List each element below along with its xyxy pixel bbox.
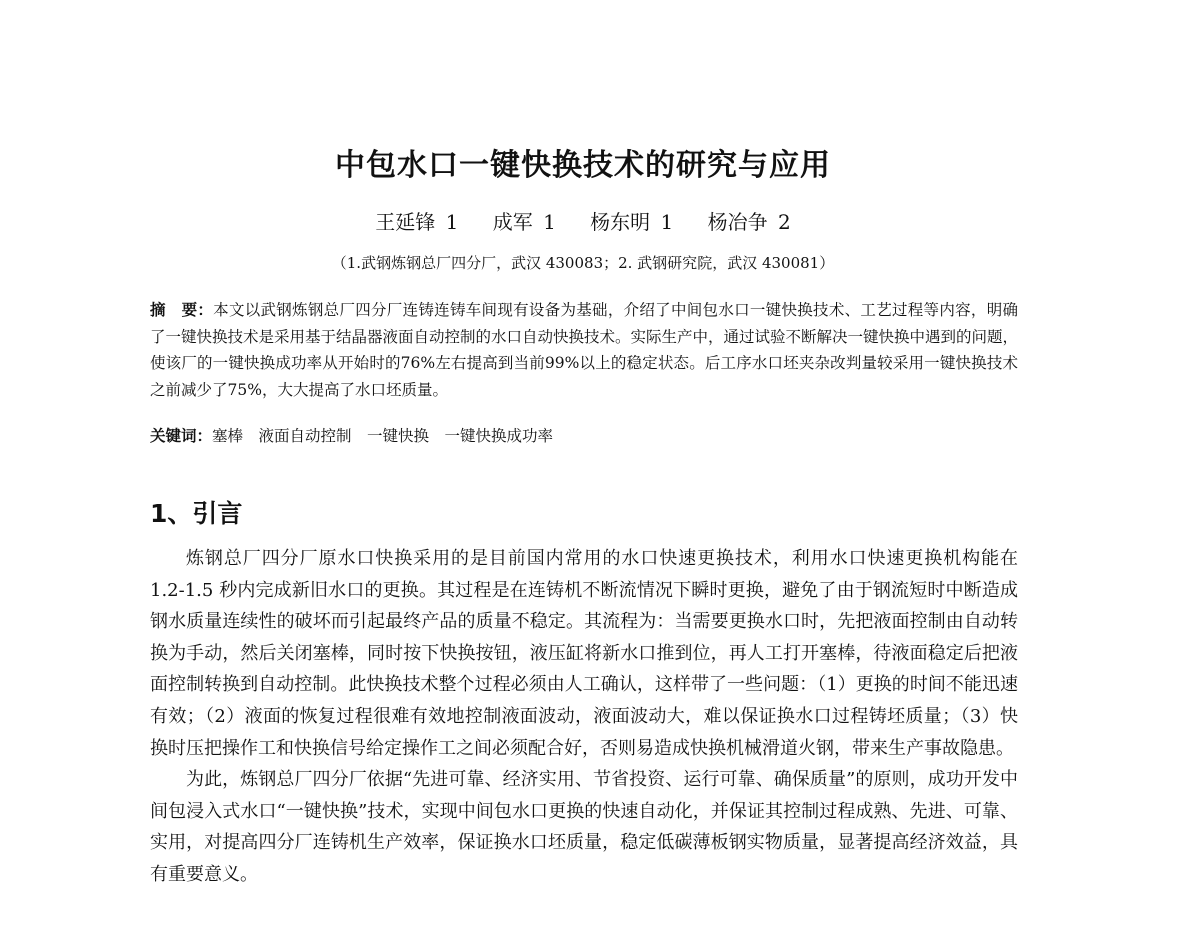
abstract bbox=[150, 297, 1018, 403]
author-list bbox=[0, 206, 1166, 235]
paragraph: 炼钢总厂四分厂原水口快换采用的是目前国内常用的水口快速更换技术，利用水口快速更换机构能在 1.2-1.5 秒内完成新旧水口的更换。其过程是在连铸机不断流情况下瞬时更换，避免了由于钢流短时中断造成钢水质量连续性的破坏而引起最终产品的质量不稳定。其流程为：当需要更换水口时，先把液面控制由自动转换为手动，然后关闭塞棒，同时按下快换按钮，液压缸将新水口推到位，再人工打开塞棒，待液面稳定后把液面控制转换到自动控制。此快换技术整个过程必须由人工确认，这样带了一些问题：（1）更换的时间不能迅速有效；（2）液面的恢复过程很难有效地控制液面波动，液面波动大，难以保证换水口过程铸坯质量；（3）快换时压把操作工和快换信号给定操作工之间必须配合好，否则易造成快换机械滑道火钢，带来生产事故隐患。 bbox=[150, 548, 1018, 759]
author-name: 成军 1 bbox=[492, 210, 556, 234]
author-name: 杨冶争 2 bbox=[707, 210, 791, 234]
body-text bbox=[150, 543, 1018, 891]
abstract-text: 本文以武钢炼钢总厂四分厂连铸连铸车间现有设备为基础，介绍了中间包水口一键快换技术、工艺过程等内容，明确了一键快换技术是采用基于结晶器液面自动控制的水口自动快换技术。实际生产中，通过试验不断解决一键快换中遇到的问题，使该厂的一键快换成功率从开始时的76%左右提高到当前99%以上的稳定状态。后工序水口坯夹杂改判量较采用一键快换技术之前减少了75%，大大提高了水口坯质量。 bbox=[150, 301, 1019, 399]
author-name: 杨东明 1 bbox=[590, 210, 674, 234]
affiliation: （1.武钢炼钢总厂四分厂，武汉 430083；2. 武钢研究院，武汉 430081） bbox=[331, 254, 835, 272]
keywords-label: 关键词： bbox=[150, 427, 213, 445]
abstract-label: 摘 要： bbox=[150, 301, 214, 319]
paper-title: 中包水口一键快换技术的研究与应用 bbox=[335, 148, 831, 183]
paragraph: 为此，炼钢总厂四分厂依据“先进可靠、经济实用、节省投资、运行可靠、确保质量”的原则，成功开发中间包浸入式水口“一键快换”技术，实现中间包水口更换的快速自动化，并保证其控制过程成熟、先进、可靠、实用，对提高四分厂连铸机生产效率，保证换水口坯质量，稳定低碳薄板钢实物质量，显著提高经济效益，具有重要意义。 bbox=[150, 769, 1018, 885]
keywords bbox=[150, 424, 1018, 448]
keywords-text: 塞棒 液面自动控制 一键快换 一键快换成功率 bbox=[212, 427, 554, 445]
author-name: 王延锋 1 bbox=[375, 210, 459, 234]
section-heading: 1、引言 bbox=[150, 499, 243, 528]
